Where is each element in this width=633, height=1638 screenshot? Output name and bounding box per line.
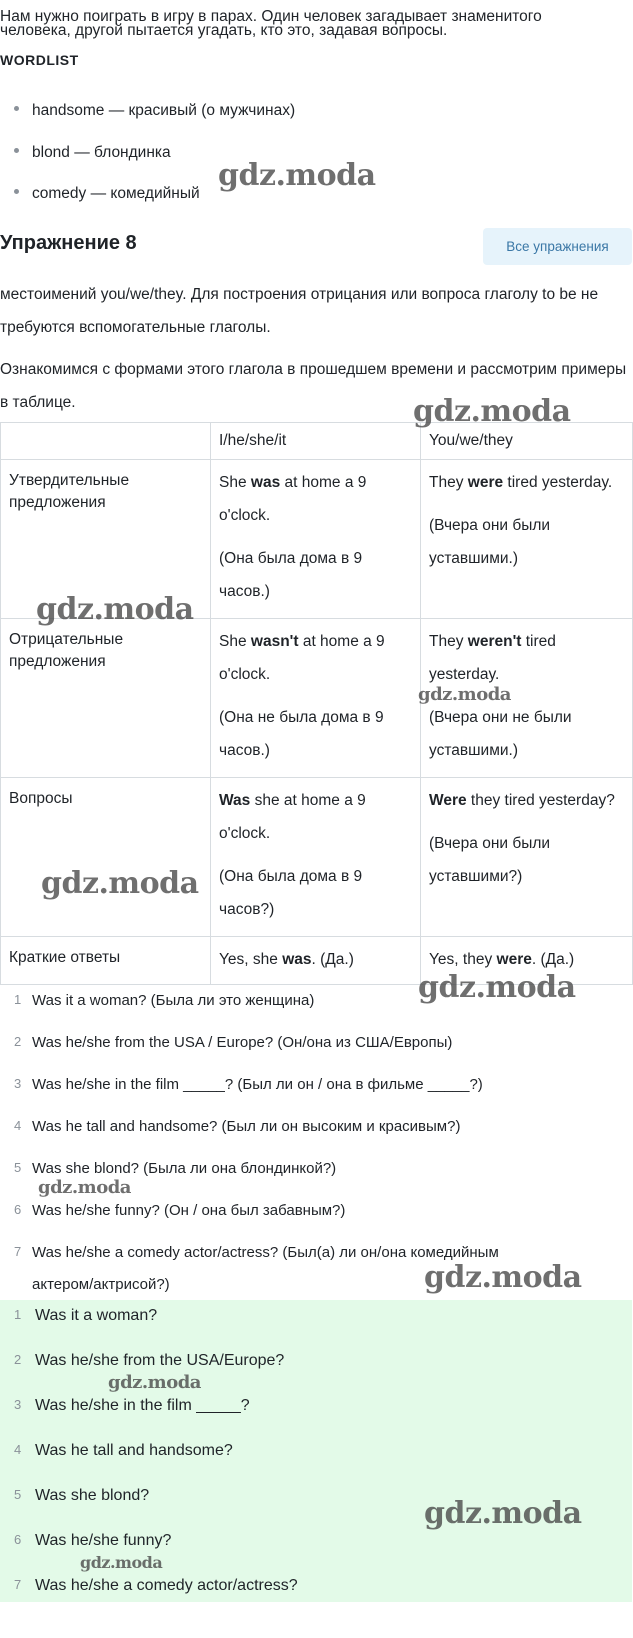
watermark: gdz.moda: [41, 866, 199, 901]
watermark: gdz.moda: [413, 394, 571, 429]
table-row: [1, 778, 633, 937]
watermark: gdz.moda: [36, 592, 194, 627]
table-cell: Yes, she was. (Да.): [211, 937, 421, 985]
bullet-icon: [14, 106, 19, 111]
watermark: gdz.moda: [418, 970, 576, 1005]
watermark: gdz.moda: [424, 1260, 582, 1295]
grammar-paragraph: местоимений you/we/they. Для построения отрицания или вопроса глаголу to be не требуются вспомогательные глаголы.: [0, 286, 599, 336]
watermark: gdz.moda: [418, 684, 511, 705]
wordlist-item: handsome — красивый (о мужчинах): [14, 100, 295, 122]
wordlist-heading: WORDLIST: [0, 52, 79, 68]
table-cell: Yes, they were. (Да.): [421, 937, 633, 985]
wordlist-item: comedy — комедийный: [14, 183, 200, 205]
row-label: Отрицательные предложения: [1, 619, 211, 778]
table-cell: Were they tired yesterday? (Вчера они были уставшими?): [421, 778, 633, 937]
table-cell: She wasn't at home a 9 o'clock. (Она не была дома в 9 часов.): [211, 619, 421, 778]
intro-text: Нам нужно поиграть в игру в парах. Один человек загадывает знаменитого: [0, 8, 542, 25]
table-header-cell: You/we/they: [421, 423, 633, 460]
watermark: gdz.moda: [38, 1177, 131, 1198]
watermark: gdz.moda: [80, 1553, 163, 1572]
row-label: Утвердительные предложения: [1, 460, 211, 619]
watermark: gdz.moda: [424, 1496, 582, 1531]
clipped-text-line: человека, другой пытается угадать, кто это, задавая вопросы.: [0, 22, 448, 39]
row-label: Вопросы: [1, 778, 211, 937]
table-cell: They weren't tired yesterday. (Вчера они не были уставшими.): [421, 619, 633, 778]
bullet-icon: [14, 148, 19, 153]
watermark: gdz.moda: [108, 1372, 201, 1393]
grammar-paragraph: Ознакомимся с формами этого глагола в прошедшем времени и рассмотрим примеры в таблице.: [0, 361, 627, 411]
all-exercises-button[interactable]: Все упражнения: [483, 228, 632, 265]
table-cell: Was she at home a 9 o'clock. (Она была дома в 9 часов?): [211, 778, 421, 937]
row-label: Краткие ответы: [1, 937, 211, 985]
watermark: gdz.moda: [218, 158, 376, 193]
bullet-icon: [14, 189, 19, 194]
wordlist-item: blond — блондинка: [14, 142, 171, 164]
table-header-cell: I/he/she/it: [211, 423, 421, 460]
table-header-cell: [1, 423, 211, 460]
table-row: [1, 619, 633, 778]
exercise-title: Упражнение 8: [0, 232, 137, 254]
table-cell: She was at home a 9 o'clock. (Она была дома в 9 часов.): [211, 460, 421, 619]
table-cell: They were tired yesterday. (Вчера они были уставшими.): [421, 460, 633, 619]
